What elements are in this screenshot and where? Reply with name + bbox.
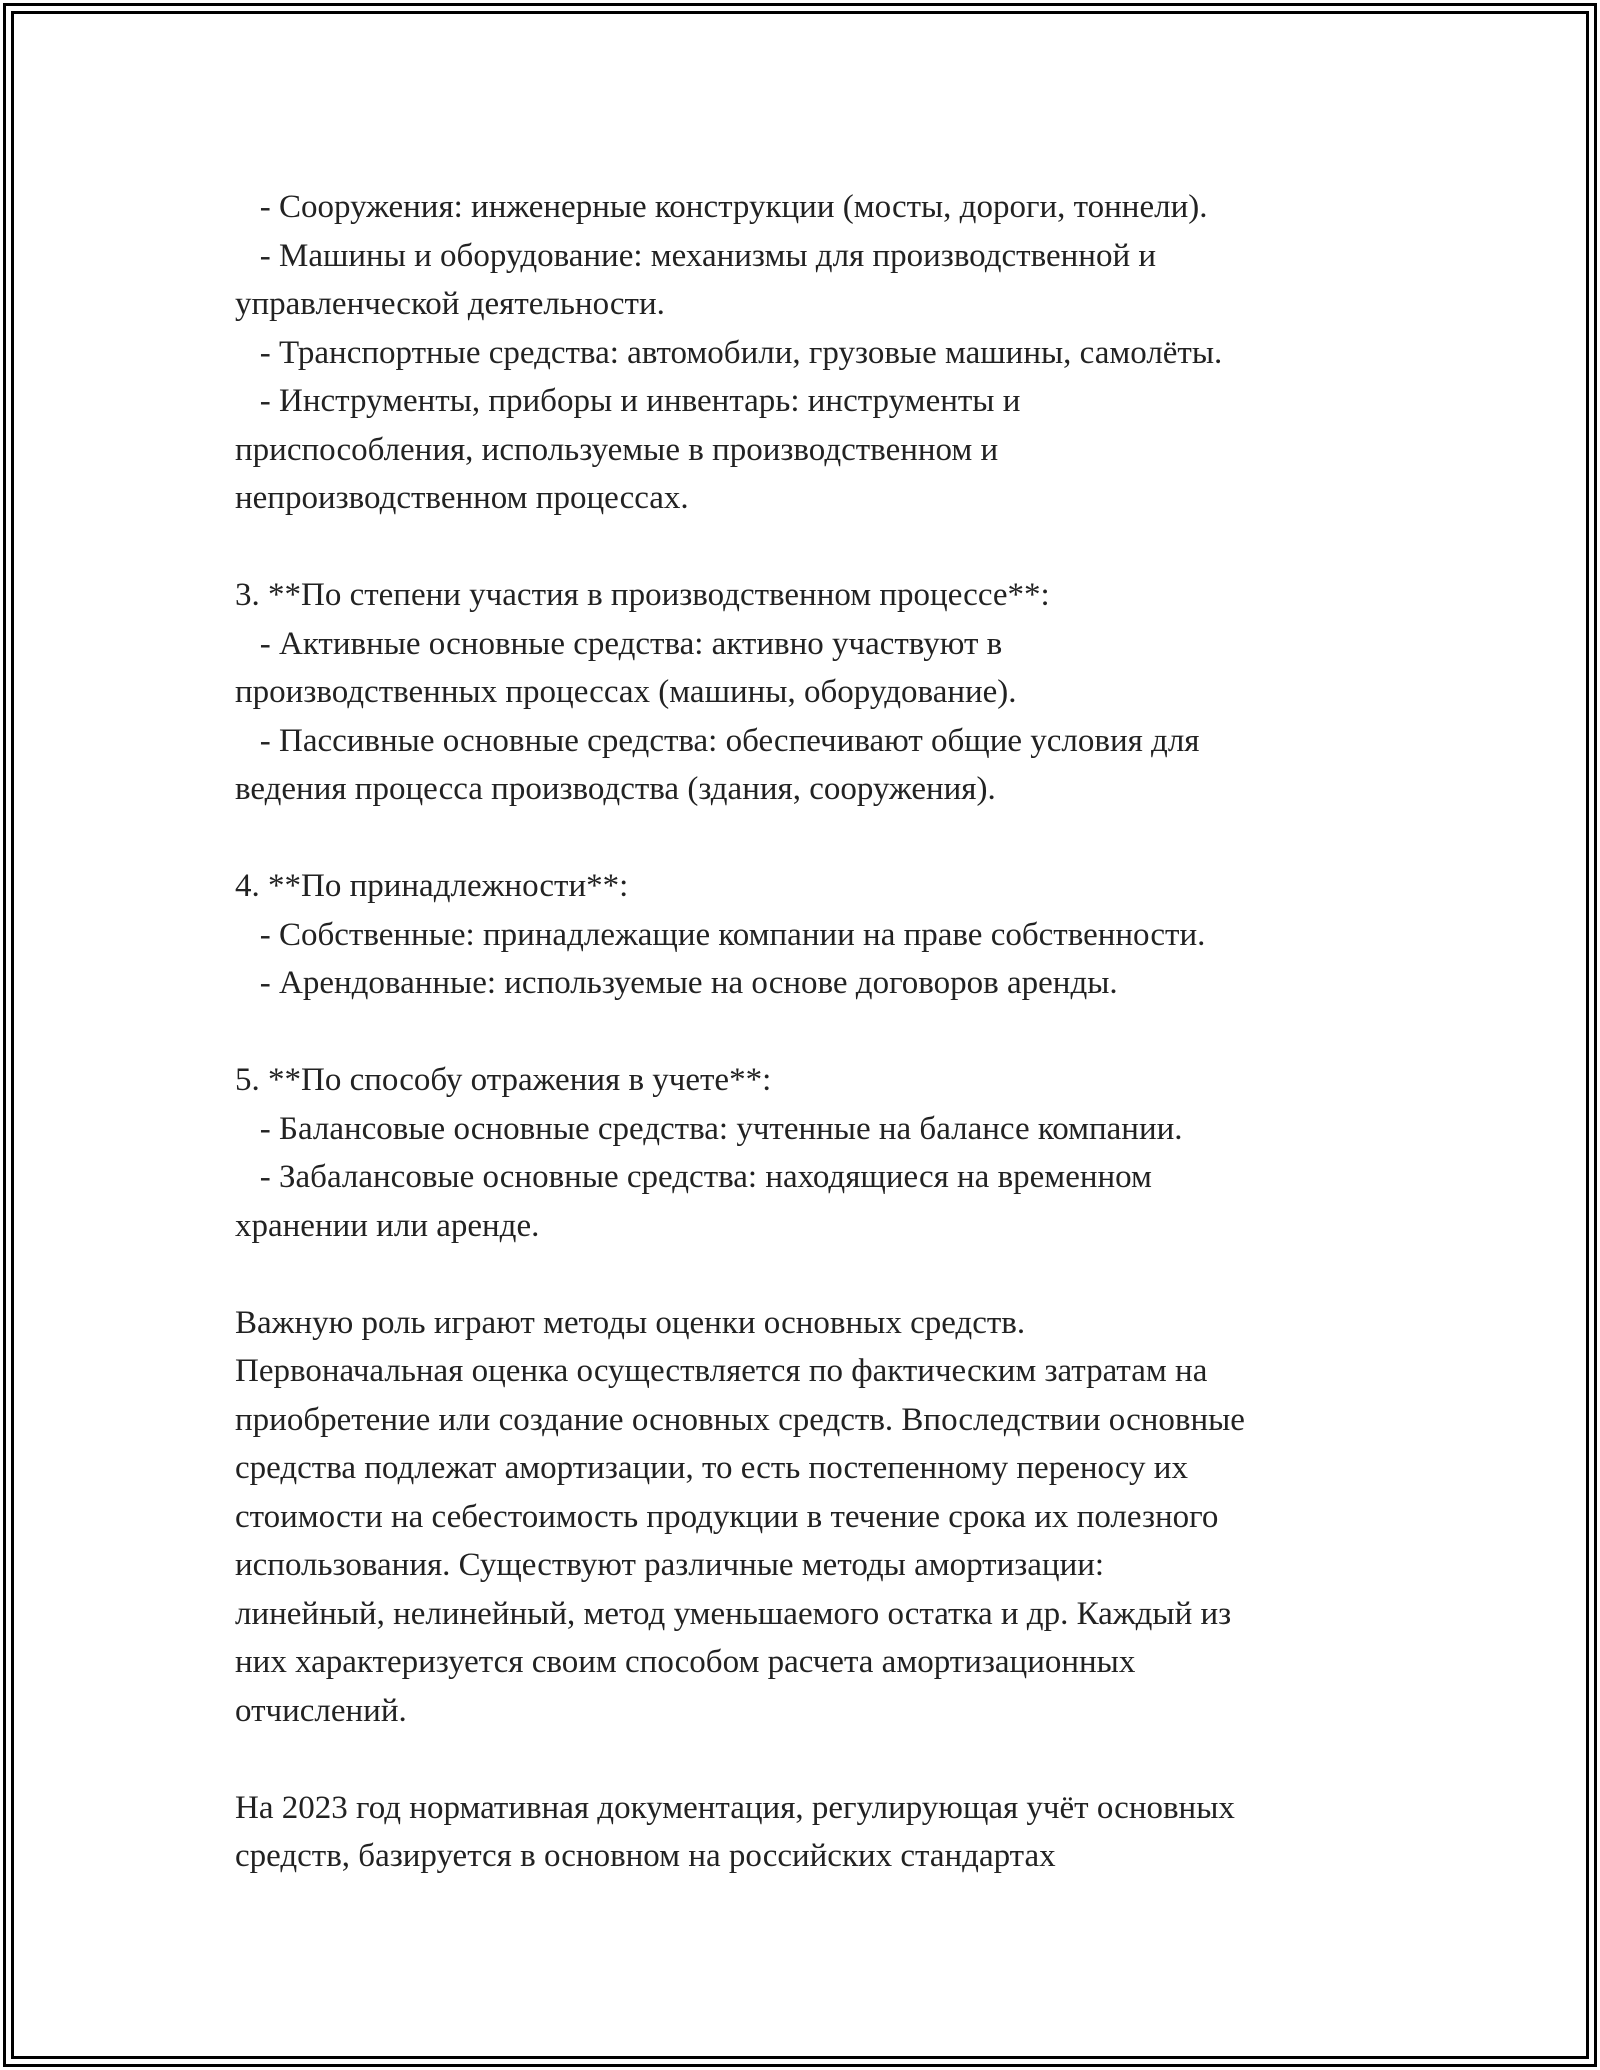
text-line: приспособления, используемые в производственном и <box>235 431 999 468</box>
text-line: стоимости на себестоимость продукции в течение срока их полезного <box>235 1498 1219 1535</box>
section-heading: 4. **По принадлежности**: <box>235 868 629 904</box>
paragraph-gap <box>235 1250 1375 1299</box>
text-line: - Балансовые основные средства: учтенные на балансе компании. <box>235 1110 1183 1147</box>
text-line: отчислений. <box>235 1692 407 1729</box>
text-line: - Активные основные средства: активно участвуют в <box>235 625 1003 662</box>
text-line: - Сооружения: инженерные конструкции (мосты, дороги, тоннели). <box>235 189 1208 225</box>
text-line: Первоначальная оценка осуществляется по фактическим затратам на <box>235 1353 1208 1389</box>
text-line: средства подлежат амортизации, то есть постепенному переносу их <box>235 1450 1188 1486</box>
text-line: На 2023 год нормативная документация, регулирующая учёт основных <box>235 1789 1235 1826</box>
text-line: них характеризуется своим способом расчета амортизационных <box>235 1644 1136 1680</box>
text-line: ведения процесса производства (здания, сооружения). <box>235 771 996 807</box>
text-line: непроизводственном процессах. <box>235 480 689 516</box>
text-line: - Инструменты, приборы и инвентарь: инструменты и <box>235 383 1021 419</box>
text-line: - Транспортные средства: автомобили, грузовые машины, самолёты. <box>235 334 1223 371</box>
paragraph-gap <box>235 1008 1375 1057</box>
text-line: использования. Существуют различные методы амортизации: <box>235 1547 1105 1583</box>
paragraph-gap <box>235 523 1375 572</box>
paragraph-section-4 <box>235 862 1375 1008</box>
paragraph-section-5 <box>235 1056 1375 1250</box>
paragraph-gap <box>235 814 1375 863</box>
document-body <box>235 183 1375 1881</box>
text-line: - Забалансовые основные средства: находящиеся на временном <box>235 1159 1152 1195</box>
text-line: - Машины и оборудование: механизмы для производственной и <box>235 237 1157 274</box>
section-heading: 5. **По способу отражения в учете**: <box>235 1062 772 1098</box>
paragraph-section-3 <box>235 571 1375 814</box>
text-line: линейный, нелинейный, метод уменьшаемого остатка и др. Каждый из <box>235 1595 1232 1632</box>
text-line: - Арендованные: используемые на основе договоров аренды. <box>235 965 1118 1001</box>
paragraph-valuation <box>235 1299 1375 1736</box>
paragraph-regulation <box>235 1784 1375 1881</box>
text-line: Важную роль играют методы оценки основных средств. <box>235 1304 1026 1341</box>
text-line: управленческой деятельности. <box>235 286 665 322</box>
text-line: хранении или аренде. <box>235 1207 540 1244</box>
text-line: - Пассивные основные средства: обеспечивают общие условия для <box>235 722 1200 759</box>
section-heading: 3. **По степени участия в производственном процессе**: <box>235 577 1050 613</box>
text-line: производственных процессах (машины, оборудование). <box>235 674 1017 710</box>
paragraph-subtypes-continued <box>235 183 1375 523</box>
text-line: приобретение или создание основных средств. Впоследствии основные <box>235 1401 1245 1438</box>
paragraph-gap <box>235 1735 1375 1784</box>
text-line: - Собственные: принадлежащие компании на праве собственности. <box>235 916 1206 953</box>
text-line: средств, базируется в основном на российских стандартах <box>235 1838 1056 1874</box>
